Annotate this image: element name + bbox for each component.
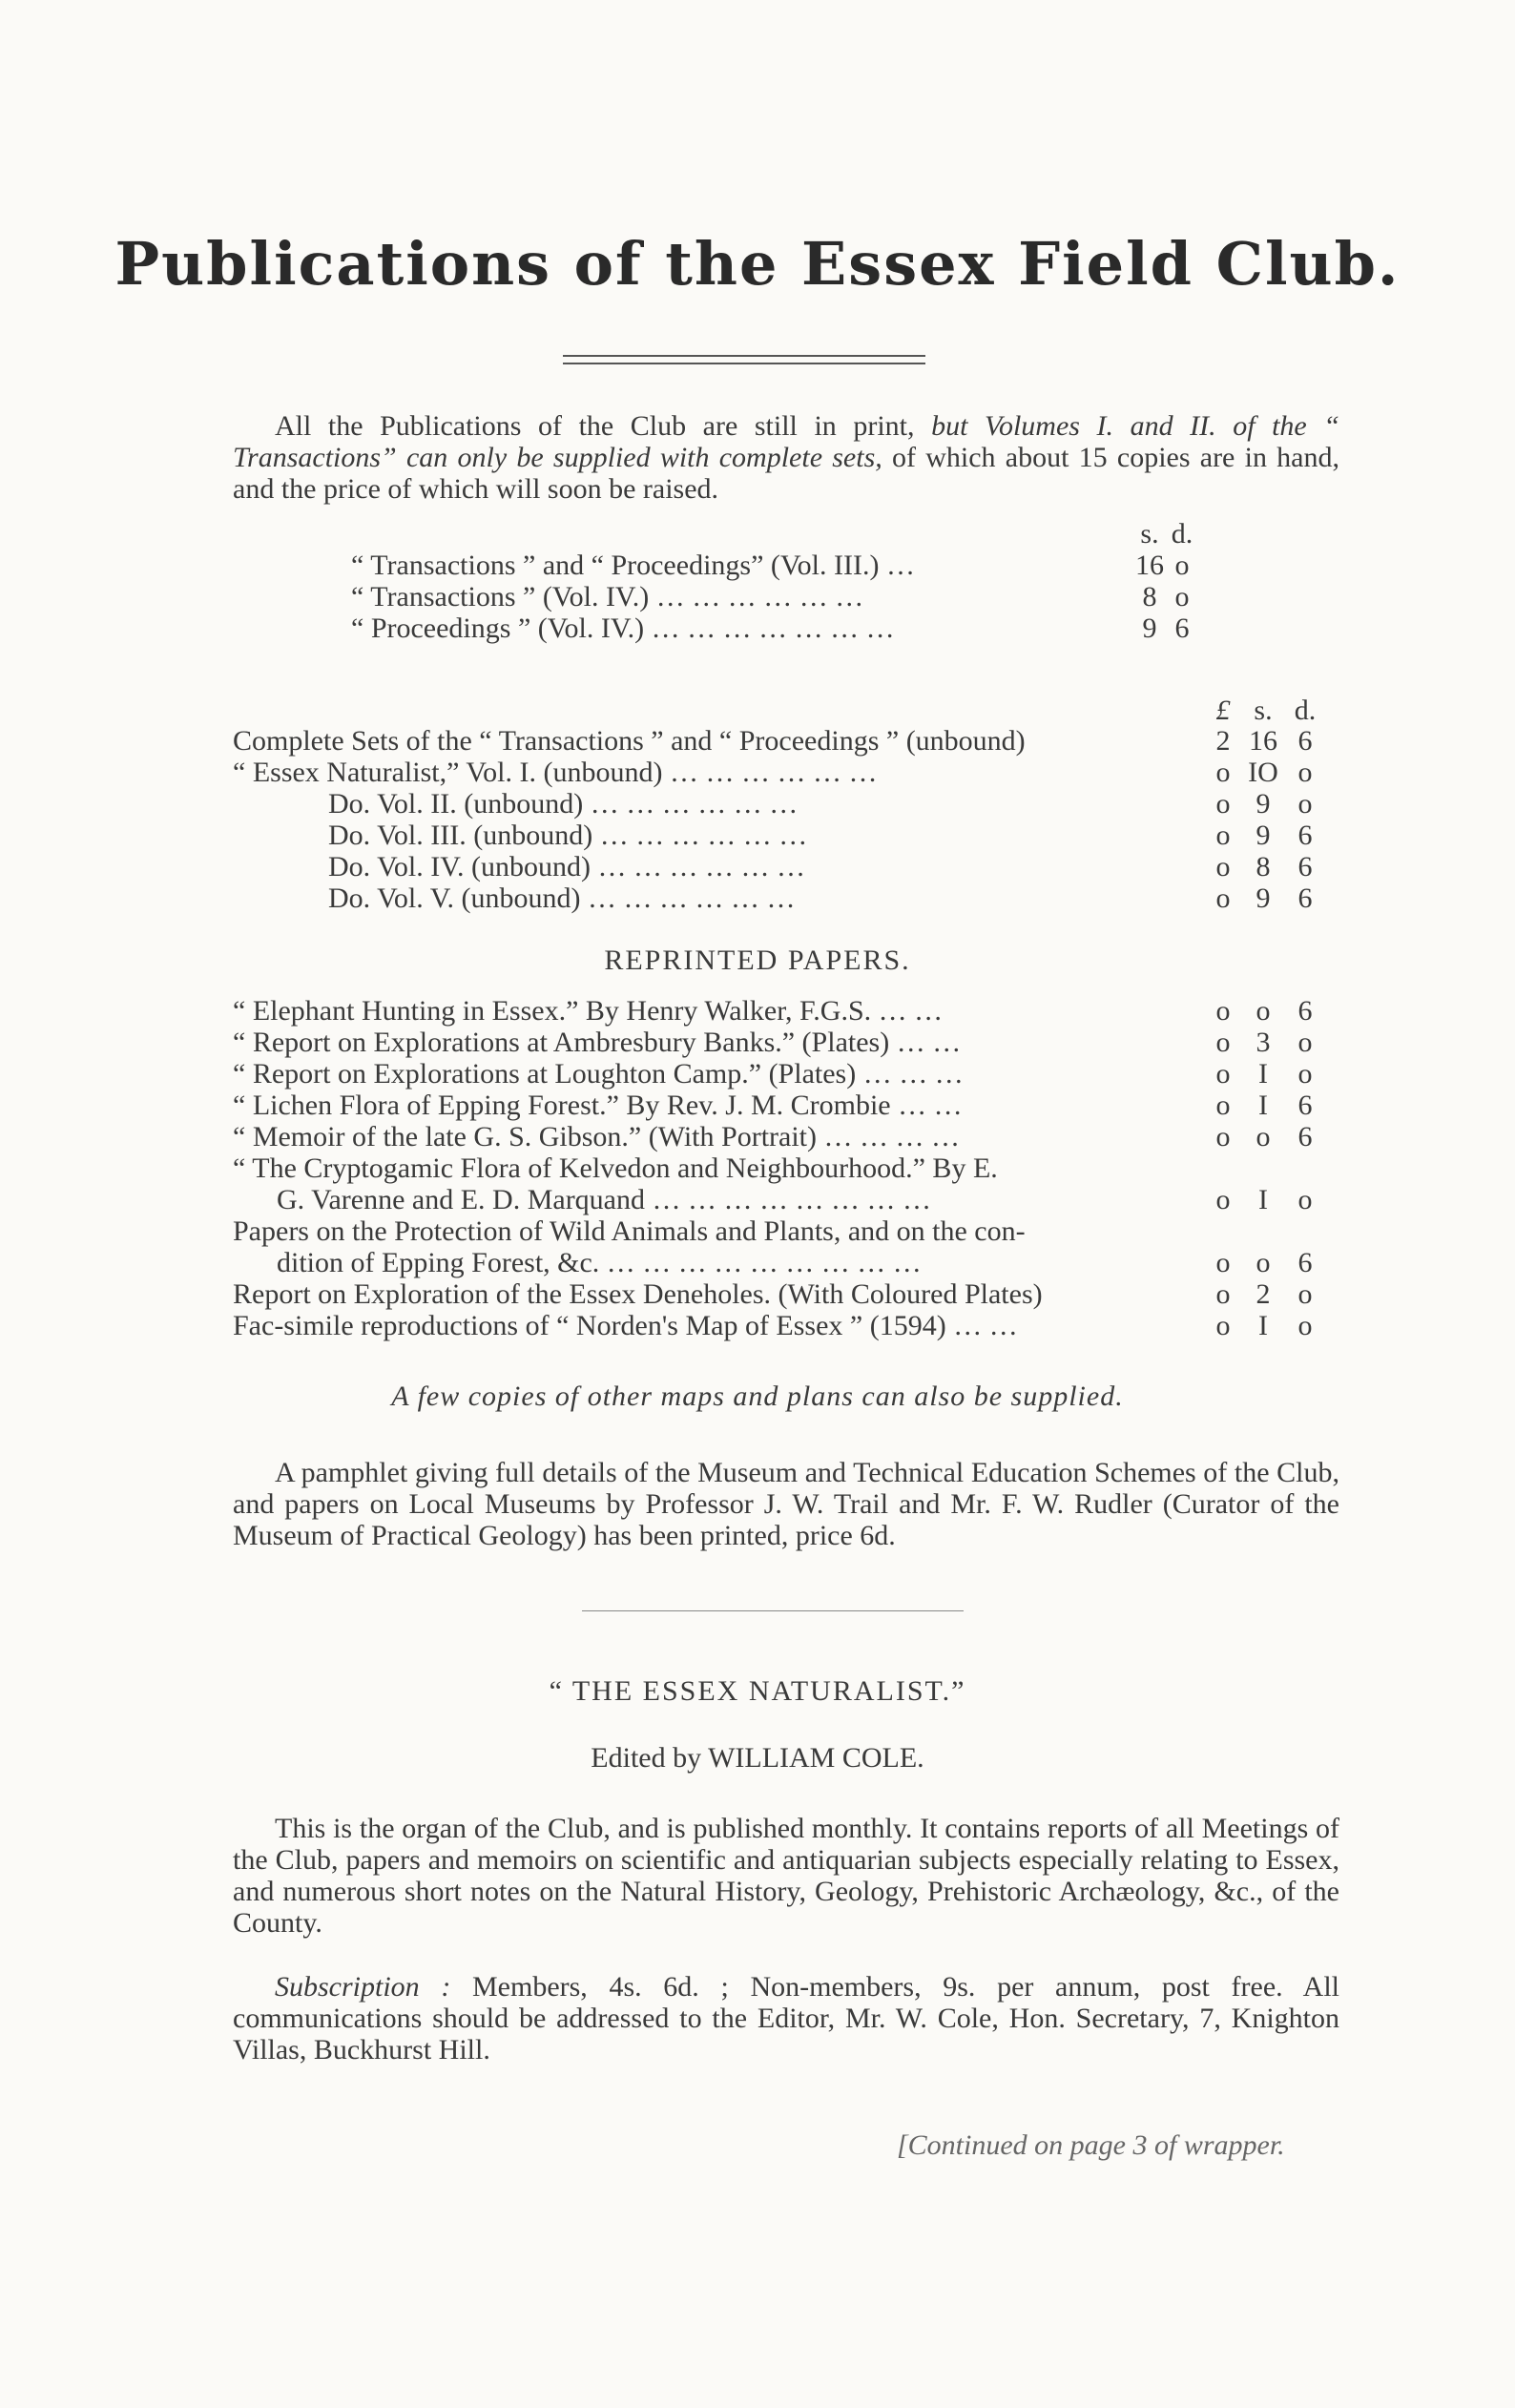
paper-label: “ Report on Explorations at Ambresbury Banks.” (Plates) … … <box>233 1027 962 1058</box>
t2-header-d: d. <box>1294 695 1317 726</box>
t1-row-label: “ Transactions ” and “ Proceedings” (Vol. III.) … <box>351 550 915 581</box>
paper-l: o <box>1215 1121 1231 1152</box>
subscription-label: Subscription : <box>275 1971 451 2003</box>
t2-row-s: IO <box>1248 757 1278 788</box>
t1-row-d: o <box>1174 581 1190 612</box>
paper-l: o <box>1215 1278 1231 1310</box>
t2-row-label: Do. Vol. II. (unbound) … … … … … … <box>328 788 799 820</box>
t2-row-label: “ Essex Naturalist,” Vol. I. (unbound) … … … … … … <box>233 757 878 788</box>
paper-s: o <box>1256 1247 1271 1278</box>
t1-row-label: “ Transactions ” (Vol. IV.) … … … … … … <box>351 581 864 612</box>
paper-d: 6 <box>1297 995 1313 1027</box>
naturalist-description <box>233 1813 1339 1939</box>
paper-label: “ Memoir of the late G. S. Gibson.” (With Portrait) … … … … <box>233 1121 960 1152</box>
t2-row-d: 6 <box>1297 851 1313 882</box>
paper-label: “ Lichen Flora of Epping Forest.” By Rev. J. M. Crombie … … <box>233 1090 963 1121</box>
paper-d: o <box>1297 1310 1313 1341</box>
paper-label: “ Report on Explorations at Loughton Camp.” (Plates) … … … <box>233 1058 964 1090</box>
section-rule <box>582 1610 964 1611</box>
t2-row-l: o <box>1215 820 1231 851</box>
t1-row-s: 16 <box>1135 550 1164 581</box>
t2-row-d: 6 <box>1297 725 1313 757</box>
paper-s: 2 <box>1256 1278 1271 1310</box>
t1-header-d: d. <box>1171 518 1193 550</box>
t2-row-d: o <box>1297 788 1313 820</box>
t2-row-d: 6 <box>1297 882 1313 914</box>
paper-s: I <box>1258 1090 1268 1121</box>
paper-s: o <box>1256 995 1271 1027</box>
t2-row-s: 9 <box>1256 882 1271 914</box>
t2-row-label: Do. Vol. V. (unbound) … … … … … … <box>328 882 796 914</box>
t2-header-l: £ <box>1215 695 1231 726</box>
t2-row-d: o <box>1297 757 1313 788</box>
paper-d: o <box>1297 1184 1313 1215</box>
t1-row-s: 8 <box>1142 581 1157 612</box>
paper-d: o <box>1297 1058 1313 1090</box>
paper-s: I <box>1258 1310 1268 1341</box>
t1-row-s: 9 <box>1142 612 1157 644</box>
t2-row-s: 9 <box>1256 788 1271 820</box>
intro-paragraph <box>233 410 1339 505</box>
t2-header-s: s. <box>1254 695 1273 726</box>
pamphlet-text: A pamphlet giving full details of the Museum and Technical Education Schemes of the Club, and papers on Local Museums by Professor J. W. Trail and Mr. F. W. Rudler (Curator of the Museum of Practical Geology) has been printed, price 6d. <box>233 1457 1339 1551</box>
t2-row-l: o <box>1215 882 1231 914</box>
t1-row-label: “ Proceedings ” (Vol. IV.) … … … … … … … <box>351 612 895 644</box>
t2-row-s: 16 <box>1249 725 1277 757</box>
t2-row-label: Complete Sets of the “ Transactions ” and “ Proceedings ” (unbound) <box>233 725 1026 757</box>
t2-row-l: o <box>1215 851 1231 882</box>
maps-note: A few copies of other maps and plans can also be supplied. <box>391 1380 1124 1412</box>
t2-row-d: 6 <box>1297 820 1313 851</box>
intro-text-1: All the Publications of the Club are still in print, <box>275 410 932 442</box>
paper-label: dition of Epping Forest, &c. … … … … … … … … … <box>277 1247 922 1278</box>
paper-d: o <box>1297 1278 1313 1310</box>
paper-s: o <box>1256 1121 1271 1152</box>
paper-label: G. Varenne and E. D. Marquand … … … … … … … … <box>277 1184 932 1215</box>
paper-l: o <box>1215 995 1231 1027</box>
t2-row-l: o <box>1215 757 1231 788</box>
t2-row-l: 2 <box>1215 725 1231 757</box>
paper-d: 6 <box>1297 1090 1313 1121</box>
paper-d: o <box>1297 1027 1313 1058</box>
t2-row-label: Do. Vol. III. (unbound) … … … … … … <box>328 820 808 851</box>
paper-l: o <box>1215 1310 1231 1341</box>
intro-text-2: of which about 15 copies are in hand, and the price of which will soon be raised. <box>233 442 1339 505</box>
paper-l: o <box>1215 1058 1231 1090</box>
paper-label: Report on Exploration of the Essex Deneholes. (With Coloured Plates) <box>233 1278 1043 1310</box>
intro-italic: but Volumes I. and II. of the “ Transactions” can only be supplied with complete sets, <box>233 410 1339 473</box>
paper-s: I <box>1258 1058 1268 1090</box>
edited-by: Edited by WILLIAM COLE. <box>591 1742 924 1774</box>
t1-row-d: 6 <box>1174 612 1190 644</box>
t2-row-s: 9 <box>1256 820 1271 851</box>
paper-label: Papers on the Protection of Wild Animals and Plants, and on the con- <box>233 1215 1026 1247</box>
subscription-paragraph <box>233 1971 1339 2065</box>
continued-note: [Continued on page 3 of wrapper. <box>897 2129 1285 2161</box>
paper-l: o <box>1215 1184 1231 1215</box>
paper-s: 3 <box>1256 1027 1271 1058</box>
t1-header-s: s. <box>1140 518 1159 550</box>
paper-label: “ Elephant Hunting in Essex.” By Henry Walker, F.G.S. … … <box>233 995 944 1027</box>
paper-label: Fac-simile reproductions of “ Norden's Map of Essex ” (1594) … … <box>233 1310 1018 1341</box>
t2-row-label: Do. Vol. IV. (unbound) … … … … … … <box>328 851 806 882</box>
paper-s: I <box>1258 1184 1268 1215</box>
t2-row-l: o <box>1215 788 1231 820</box>
title-double-rule <box>563 355 925 364</box>
naturalist-heading: “ THE ESSEX NATURALIST.” <box>549 1675 966 1707</box>
paper-label: “ The Cryptogamic Flora of Kelvedon and Neighbourhood.” By E. <box>233 1152 998 1184</box>
paper-l: o <box>1215 1090 1231 1121</box>
paper-l: o <box>1215 1027 1231 1058</box>
naturalist-desc-text: This is the organ of the Club, and is published monthly. It contains reports of all Meetings of the Club, papers and memoirs on scientific and antiquarian subjects especially relating to Essex, and numerous short notes on the Natural History, Geology, Prehistoric Archæology, &c., of the County. <box>233 1813 1339 1939</box>
paper-l: o <box>1215 1247 1231 1278</box>
paper-d: 6 <box>1297 1121 1313 1152</box>
page-title: Publications of the Essex Field Club. <box>114 229 1401 299</box>
t1-row-d: o <box>1174 550 1190 581</box>
subscription-text: Members, 4s. 6d. ; Non-members, 9s. per annum, post free. All communications should be addressed to the Editor, Mr. W. Cole, Hon. Secretary, 7, Knighton Villas, Buckhurst Hill. <box>233 1971 1339 2065</box>
t2-row-s: 8 <box>1256 851 1271 882</box>
pamphlet-paragraph <box>233 1457 1339 1551</box>
paper-d: 6 <box>1297 1247 1313 1278</box>
reprinted-papers-heading: REPRINTED PAPERS. <box>604 945 911 976</box>
